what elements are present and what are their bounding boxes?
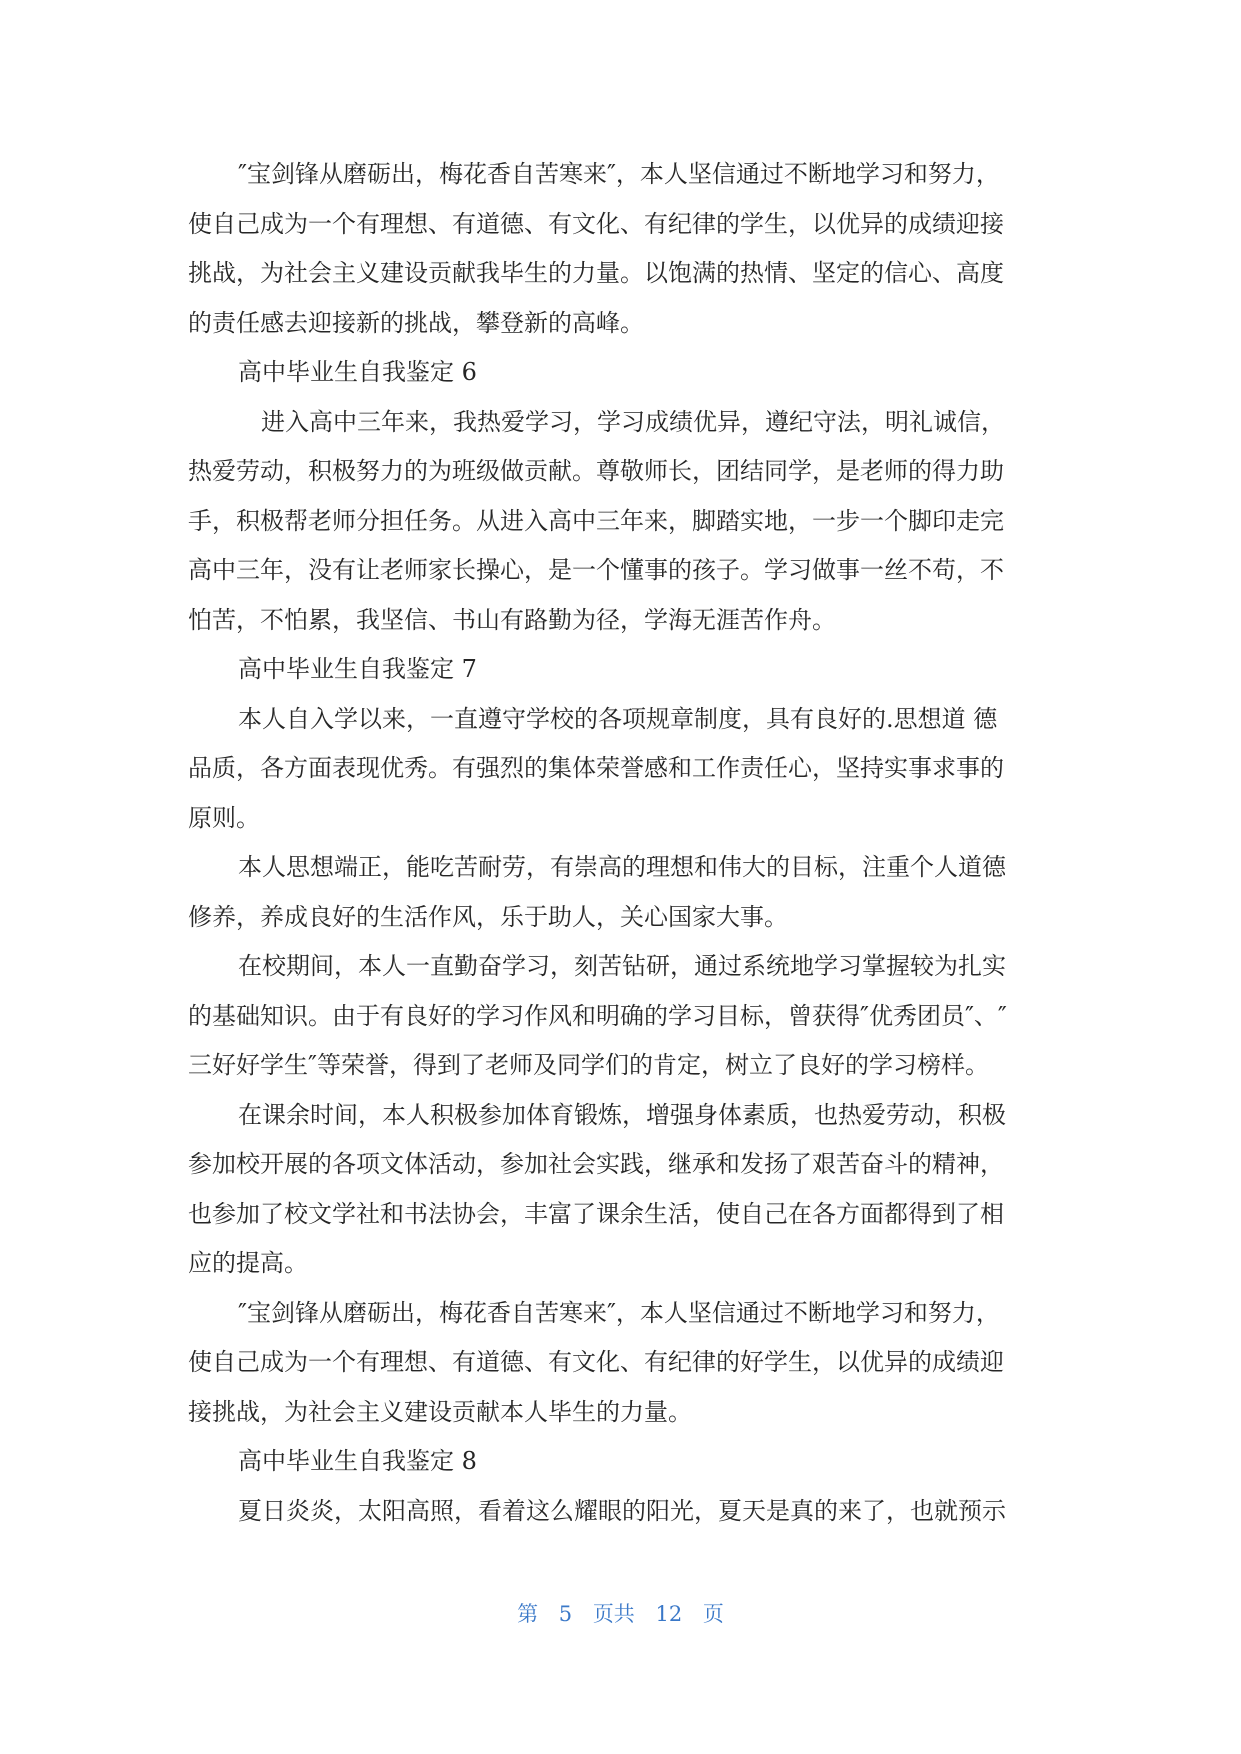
text-line: 修养，养成良好的生活作风，乐于助人，关心国家大事。 [188, 902, 788, 931]
section-heading: 高中毕业生自我鉴定 7 [238, 655, 477, 683]
text-line: 品质，各方面表现优秀。有强烈的集体荣誉感和工作责任心，坚持实事求事的 [188, 754, 1004, 782]
text-line: 使自己成为一个有理想、有道德、有文化、有纪律的好学生，以优异的成绩迎 [188, 1348, 1004, 1376]
text-line: 本人思想端正，能吃苦耐劳，有崇高的理想和伟大的目标，注重个人道德 [238, 853, 1006, 881]
text-line: 三好好学生″等荣誉，得到了老师及同学们的肯定，树立了良好的学习榜样。 [188, 1051, 989, 1079]
text-line: 应的提高。 [188, 1249, 308, 1277]
text-line: 的责任感去迎接新的挑战，攀登新的高峰。 [188, 308, 644, 337]
footer-page-number: 5 [558, 1602, 573, 1626]
text-line: 怕苦，不怕累，我坚信、书山有路勤为径，学海无涯苦作舟。 [188, 605, 836, 634]
text-line: 参加校开展的各项文体活动，参加社会实践，继承和发扬了艰苦奋斗的精神， [188, 1150, 1004, 1178]
text-line: 的基础知识。由于有良好的学习作风和明确的学习目标，曾获得″优秀团员″、″ [188, 1001, 1007, 1030]
text-line: 使自己成为一个有理想、有道德、有文化、有纪律的学生，以优异的成绩迎接 [188, 209, 1004, 238]
section-heading: 高中毕业生自我鉴定 6 [238, 358, 477, 386]
footer-ye-gong: 页共 [592, 1602, 635, 1626]
document-body [188, 150, 1050, 1536]
page-footer [0, 1598, 1241, 1628]
text-line: 热爱劳动，积极努力的为班级做贡献。尊敬师长，团结同学，是老师的得力助 [188, 457, 1004, 485]
footer-ye: 页 [702, 1602, 724, 1626]
text-line: 也参加了校文学社和书法协会，丰富了课余生活，使自己在各方面都得到了相 [188, 1199, 1004, 1228]
text-line: 在课余时间，本人积极参加体育锻炼，增强身体素质，也热爱劳动，积极 [238, 1100, 1006, 1129]
text-line: ″宝剑锋从磨砺出，梅花香自苦寒来″，本人坚信通过不断地学习和努力， [238, 1298, 1000, 1327]
footer-di: 第 [517, 1602, 539, 1626]
text-line: 接挑战，为社会主义建设贡献本人毕生的力量。 [188, 1397, 692, 1426]
text-line: 进入高中三年来，我热爱学习，学习成绩优异，遵纪守法，明礼诚信， [261, 407, 1005, 436]
footer-total-pages: 12 [655, 1602, 683, 1626]
text-line: 挑战，为社会主义建设贡献我毕生的力量。以饱满的热情、坚定的信心、高度 [188, 259, 1004, 287]
text-line: ″宝剑锋从磨砺出，梅花香自苦寒来″，本人坚信通过不断地学习和努力， [238, 160, 1000, 188]
section-heading: 高中毕业生自我鉴定 8 [238, 1447, 477, 1475]
text-line: 本人自入学以来，一直遵守学校的各项规章制度，具有良好的.思想道 德 [238, 704, 998, 733]
text-line: 夏日炎炎，太阳高照，看着这么耀眼的阳光，夏天是真的来了，也就预示 [238, 1496, 1006, 1525]
text-line: 高中三年，没有让老师家长操心，是一个懂事的孩子。学习做事一丝不苟，不 [188, 556, 1004, 584]
text-line: 在校期间，本人一直勤奋学习，刻苦钻研，通过系统地学习掌握较为扎实 [238, 952, 1006, 980]
text-line: 原则。 [188, 803, 260, 832]
text-line: 手，积极帮老师分担任务。从进入高中三年来，脚踏实地，一步一个脚印走完 [188, 506, 1004, 535]
